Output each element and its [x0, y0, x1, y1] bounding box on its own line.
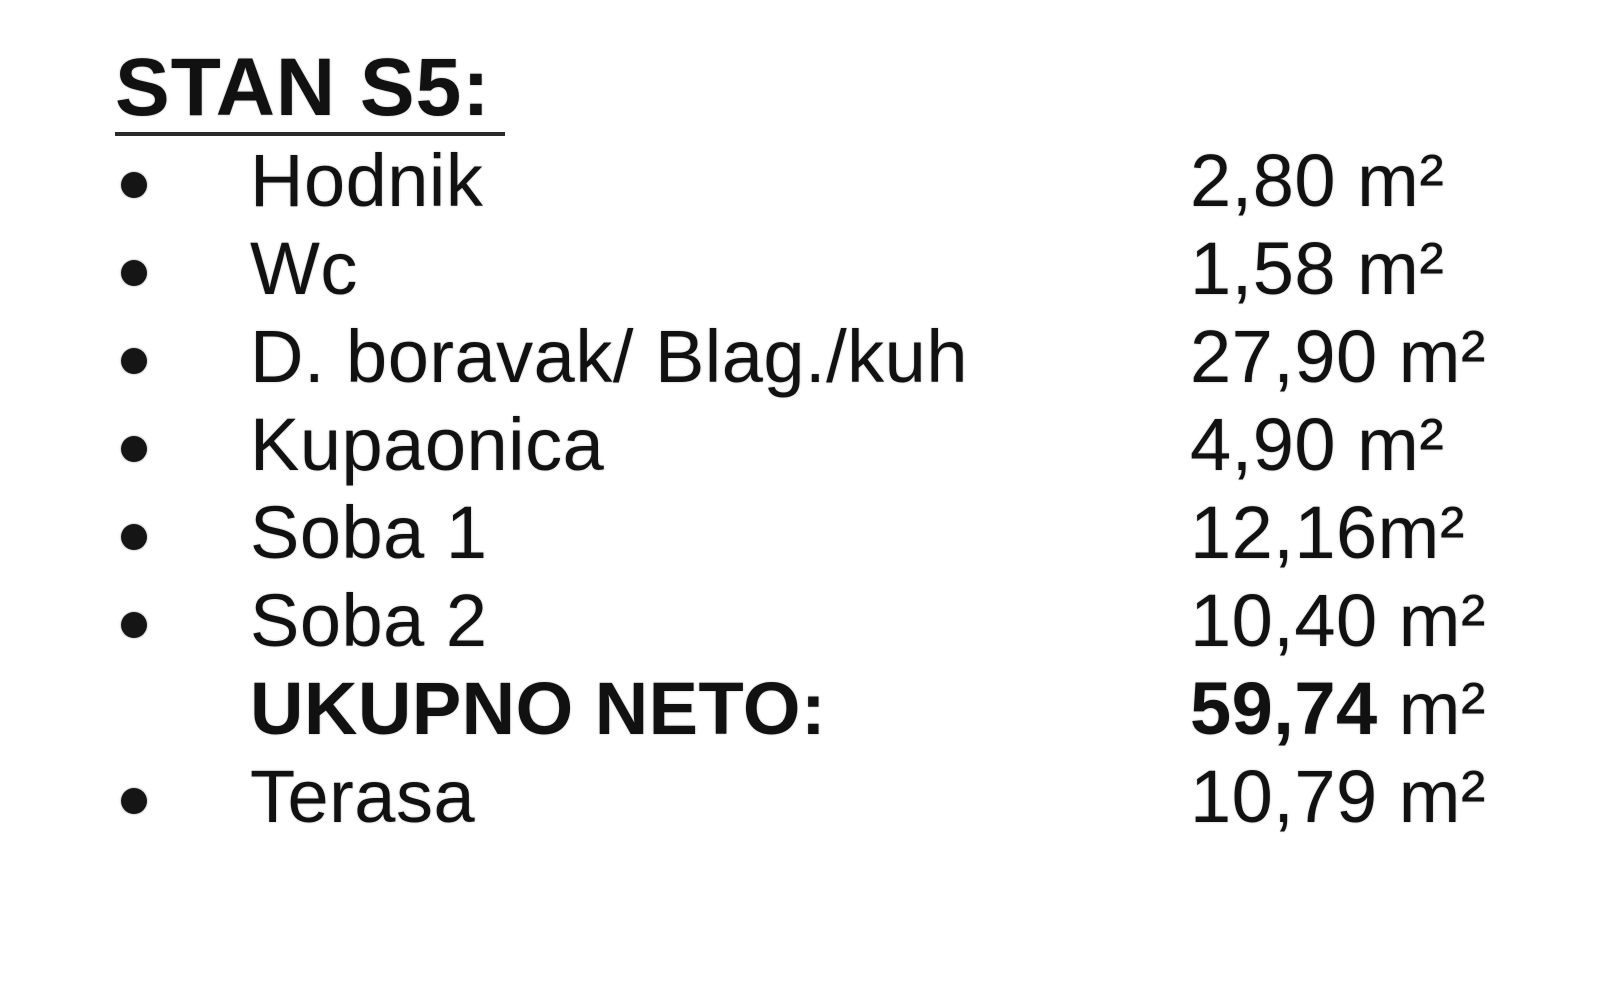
- room-label: D. boravak/ Blag./kuh: [250, 315, 968, 398]
- bullet-icon: [121, 612, 147, 638]
- bullet-icon: [121, 260, 147, 286]
- room-label: Hodnik: [250, 139, 484, 222]
- room-area-value: 27,90 m²: [1190, 315, 1487, 398]
- room-label: Soba 1: [250, 491, 488, 574]
- bullet-cell: [115, 137, 250, 225]
- room-area-value: 12,16m²: [1190, 491, 1465, 574]
- bullet-cell: [115, 225, 250, 313]
- list-item: [115, 225, 1535, 313]
- total-area-unit: m²: [1377, 667, 1487, 750]
- room-area-list: [115, 137, 1535, 841]
- list-item: [115, 753, 1535, 841]
- bullet-cell: [115, 313, 250, 401]
- list-item: [115, 313, 1535, 401]
- room-label: Wc: [250, 227, 358, 310]
- room-label: Soba 2: [250, 579, 488, 662]
- bullet-cell: [115, 401, 250, 489]
- bullet-icon: [121, 436, 147, 462]
- bullet-cell: [115, 577, 250, 665]
- room-label: Terasa: [250, 755, 476, 838]
- room-area-value: 10,40 m²: [1190, 579, 1487, 662]
- room-label: UKUPNO NETO:: [250, 667, 827, 750]
- room-area-value: [1190, 665, 1535, 753]
- bullet-icon: [121, 524, 147, 550]
- room-area-value: 10,79 m²: [1190, 755, 1487, 838]
- list-item: [115, 577, 1535, 665]
- list-item: [115, 137, 1535, 225]
- bullet-icon: [121, 348, 147, 374]
- room-area-value: 2,80 m²: [1190, 139, 1445, 222]
- room-area-value: 4,90 m²: [1190, 403, 1445, 486]
- total-row: [115, 665, 1535, 753]
- page-title-text: STAN S5:: [115, 46, 505, 136]
- page-title: [115, 42, 505, 136]
- room-area-value: 1,58 m²: [1190, 227, 1445, 310]
- bullet-icon: [121, 172, 147, 198]
- room-label: Kupaonica: [250, 403, 605, 486]
- bullet-cell: [115, 489, 250, 577]
- list-item: [115, 489, 1535, 577]
- bullet-cell: [115, 665, 250, 753]
- bullet-icon: [121, 788, 147, 814]
- total-area-number: 59,74: [1190, 667, 1378, 750]
- list-item: [115, 401, 1535, 489]
- bullet-cell: [115, 753, 250, 841]
